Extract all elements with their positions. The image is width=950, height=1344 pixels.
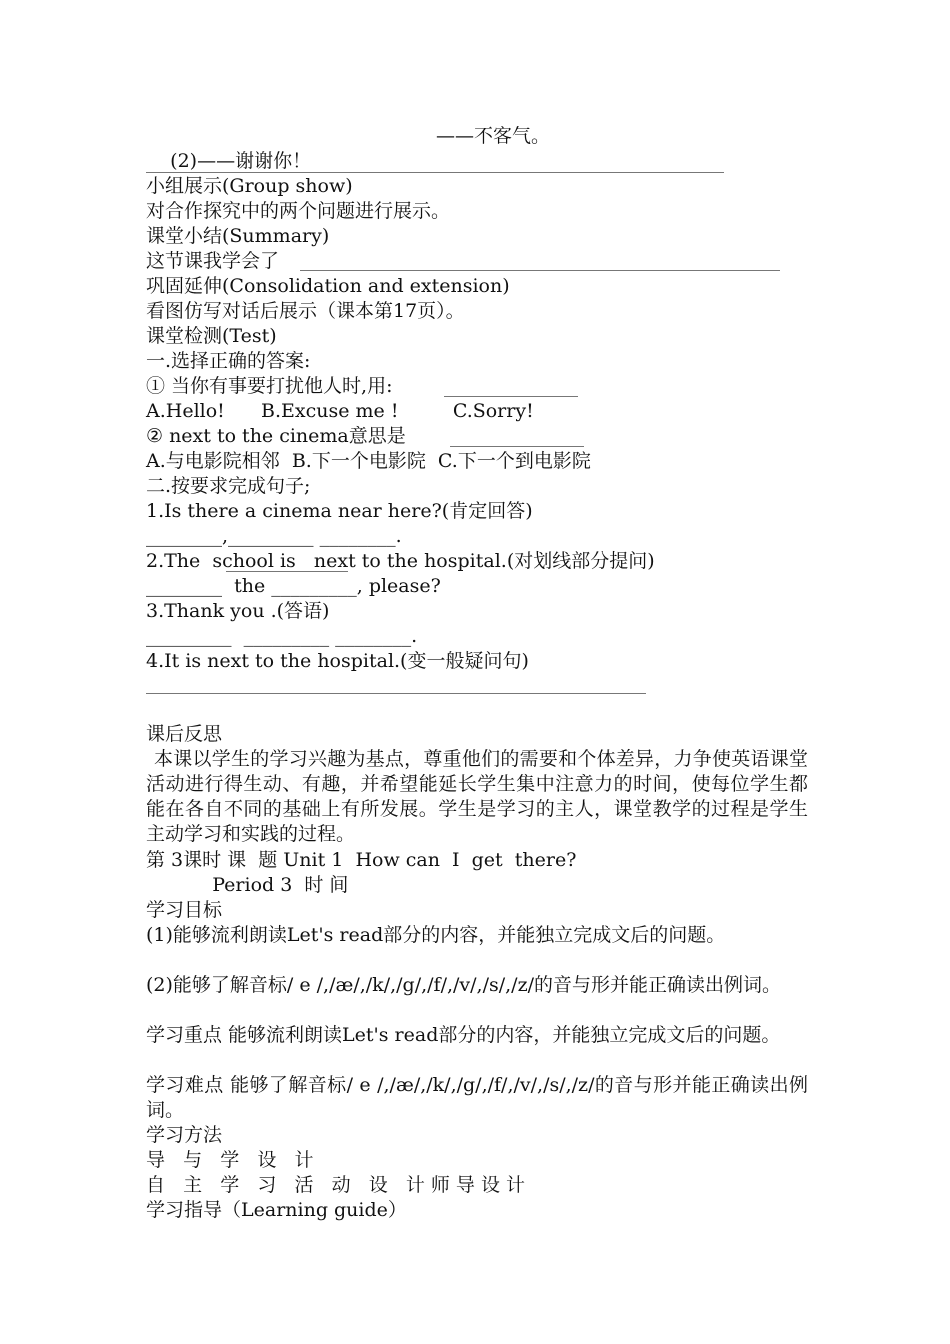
test-q2-options: A.与电影院相邻 B.下一个电影院 C.下一个到电影院 [146, 450, 591, 472]
goal-2: (2)能够了解音标/ e /,/æ/,/k/,/g/,/f/,/v/,/s/,/z/的音与形并能正确读出例词。 [146, 974, 781, 996]
goal-1: (1)能够流利朗读Let's read部分的内容，并能独立完成文后的问题。 [146, 924, 726, 946]
q1-blank [444, 396, 578, 397]
q2-blank [450, 446, 584, 447]
sentence-2-answer: ________ the _________, please? [146, 575, 441, 597]
sentence-3-answer: _________ _________ ________. [146, 625, 418, 647]
difficulty: 学习难点 能够了解音标/ e /,/æ/,/k/,/g/,/f/,/v/,/s/,/z/的音与形并能正确读出例词。 [146, 1074, 808, 1121]
key-point: 学习重点 能够流利朗读Let's read部分的内容，并能独立完成文后的问题。 [146, 1024, 781, 1046]
learning-guide-heading: 学习指导（Learning guide） [146, 1199, 407, 1221]
consolidation-heading: 巩固延伸(Consolidation and extension) [146, 275, 510, 297]
answer-line [146, 172, 724, 173]
lesson-period: Period 3 时 间 [176, 874, 349, 896]
test-part2-title: 二.按要求完成句子; [146, 475, 311, 497]
test-question-1: ① 当你有事要打扰他人时,用: [146, 375, 393, 397]
sentence-1-answer: ________,_________ ________. [146, 525, 402, 547]
design-row: 导 与 学 设 计 [146, 1149, 314, 1171]
lesson-title: 第 3课时 课 题 Unit 1 How can I get there? [146, 849, 577, 871]
reflection-text: 本课以学生的学习兴趣为基点，尊重他们的需要和个体差异，力争使英语课堂活动进行得生动、有趣，并希望能延长学生集中注意力的时间，使每位学生都能在各自不同的基础上有所发展。学生是学习的主人，课堂教学的过程是学生主动学习和实践的过程。 [146, 748, 808, 845]
test-question-2: ② next to the cinema意思是 [146, 425, 406, 447]
group-show-heading: 小组展示(Group show) [146, 175, 353, 197]
sentence-4: 4.It is next to the hospital.(变一般疑问句) [146, 650, 529, 672]
reflection-heading: 课后反思 [146, 723, 223, 745]
sentence-2: 2.The school is next to the hospital.(对划线部分提问) [146, 550, 655, 572]
summary-blank [300, 270, 780, 271]
summary-text: 这节课我学会了 [146, 250, 280, 272]
test-heading: 课堂检测(Test) [146, 325, 277, 347]
test-part1-title: 一.选择正确的答案: [146, 350, 311, 372]
summary-heading: 课堂小结(Summary) [146, 225, 330, 247]
group-show-text: 对合作探究中的两个问题进行展示。 [146, 200, 451, 222]
method-heading: 学习方法 [146, 1124, 223, 1146]
goals-heading: 学习目标 [146, 899, 223, 921]
sentence-3: 3.Thank you .(答语) [146, 600, 330, 622]
dialog-reply: ——不客气。 [436, 125, 551, 147]
design-columns: 自 主 学 习 活 动 设 计 师 导 设 计 [146, 1174, 525, 1196]
test-q1-options: A.Hello! B.Excuse me ! C.Sorry! [146, 400, 534, 422]
sentence-1: 1.Is there a cinema near here?(肯定回答) [146, 500, 533, 522]
sentence-4-answer-line [146, 693, 646, 694]
sentence-2-underline [226, 571, 348, 572]
dialog-thanks: (2)——谢谢你！ [170, 150, 312, 172]
consolidation-text: 看图仿写对话后展示（课本第17页）。 [146, 300, 465, 322]
